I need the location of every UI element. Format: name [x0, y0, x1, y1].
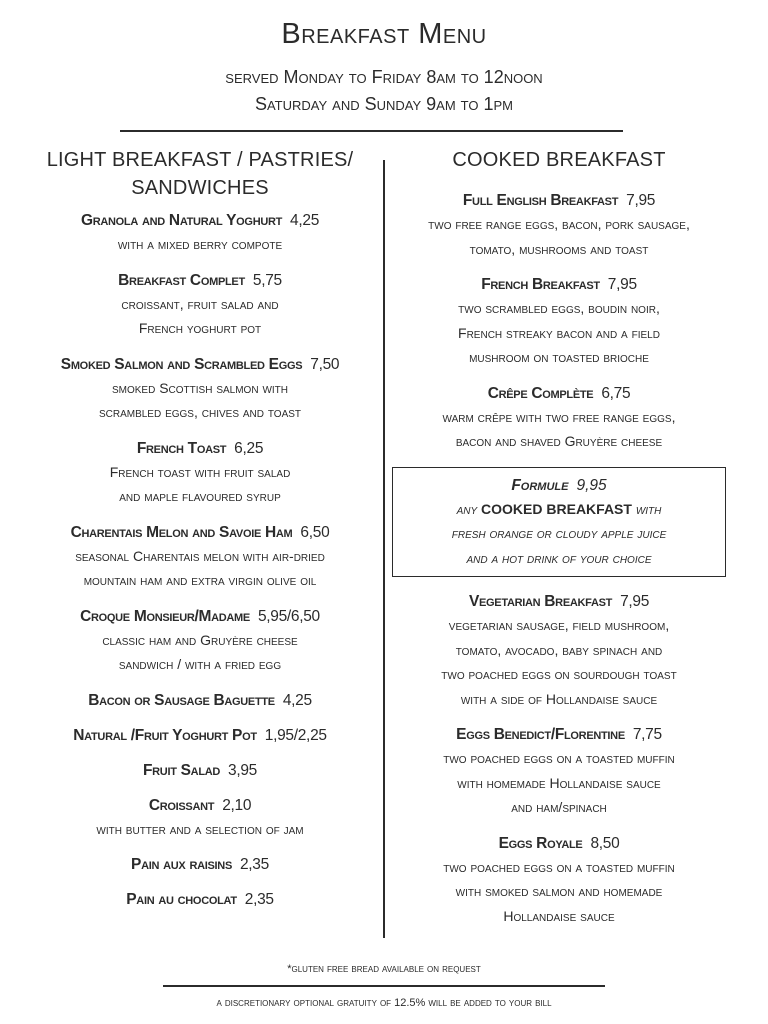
formule-name: Formule — [511, 476, 569, 494]
menu-item — [30, 210, 370, 257]
menu-item-heading — [388, 724, 730, 746]
menu-item — [30, 690, 370, 712]
menu-title: Breakfast Menu — [281, 18, 487, 50]
menu-item-description: French toast with fruit salad — [109, 463, 291, 480]
menu-item — [30, 854, 370, 876]
formule-box — [392, 467, 726, 578]
menu-item-price: 7,50 — [310, 355, 340, 373]
menu-item-heading — [30, 795, 370, 817]
menu-item-price: 2,35 — [244, 891, 274, 908]
formule-price: 9,95 — [576, 476, 607, 494]
right-column — [388, 146, 730, 941]
menu-item-heading — [30, 725, 370, 747]
menu-item-description: two poached eggs on a toasted muffin — [443, 858, 675, 875]
left-column — [30, 146, 370, 924]
formule-line1 — [397, 497, 721, 522]
menu-item — [388, 833, 730, 929]
formule-line1-post: with — [635, 500, 662, 517]
menu-item-description: classic ham and Gruyère cheese — [102, 631, 298, 648]
menu-item-heading — [30, 854, 370, 876]
menu-item-name: Pain au chocolat — [126, 891, 237, 908]
menu-item-heading — [30, 760, 370, 782]
menu-item — [30, 354, 370, 425]
formule-title-line — [397, 475, 721, 497]
menu-item-description: croissant, fruit salad and — [121, 295, 279, 312]
menu-item — [30, 606, 370, 677]
menu-item — [30, 889, 370, 911]
menu-item-heading — [388, 833, 730, 855]
left-item-list — [30, 210, 370, 911]
menu-item-description: two free range eggs, bacon, pork sausage, — [428, 216, 690, 232]
menu-item-description: bacon and shaved Gruyère cheese — [455, 433, 663, 449]
menu-item-description: and ham/spinach — [511, 799, 607, 815]
serving-hours — [0, 64, 768, 118]
menu-item-name: Crêpe Complète — [487, 384, 594, 402]
menu-item — [30, 270, 370, 341]
menu-item-description: sandwich / with a fried egg — [118, 656, 282, 672]
right-section-heading: COOKED BREAKFAST — [452, 149, 666, 171]
menu-item-description: two scrambled eggs, boudin noir, — [458, 300, 660, 316]
bottom-divider — [163, 985, 605, 987]
left-heading-line1: LIGHT BREAKFAST / PASTRIES/ — [46, 149, 354, 171]
menu-item-price: 7,95 — [607, 276, 637, 293]
gluten-footnote: *gluten free bread available on request — [287, 963, 481, 975]
formule-line3: and a hot drink of your choice — [466, 549, 652, 566]
menu-item-price: 7,95 — [620, 593, 650, 610]
menu-item-description: vegetarian sausage, field mushroom, — [448, 617, 670, 633]
menu-item-name: Croissant — [148, 796, 215, 814]
menu-item — [30, 795, 370, 842]
menu-item-heading — [388, 591, 730, 613]
formule-line2: fresh orange or cloudy apple juice — [451, 525, 667, 541]
menu-item-price: 5,75 — [252, 271, 282, 289]
menu-item — [30, 725, 370, 747]
menu-item-price: 7,75 — [632, 726, 662, 743]
menu-item-description: two poached eggs on a toasted muffin — [443, 750, 675, 766]
menu-item-description: with a mixed berry compote — [117, 236, 283, 252]
menu-item-heading — [30, 210, 370, 232]
menu-item-name: Bacon or Sausage Baguette — [88, 691, 275, 709]
menu-item — [388, 591, 730, 711]
menu-item-heading — [30, 889, 370, 911]
menu-item-price: 1,95/2,25 — [264, 726, 327, 744]
menu-item-name: Fruit Salad — [143, 761, 221, 779]
menu-item — [30, 522, 370, 593]
menu-item-heading — [388, 190, 730, 212]
menu-item-heading — [30, 690, 370, 712]
menu-item-description: Hollandaise sauce — [503, 907, 615, 924]
left-heading-line2: SANDWICHES — [131, 177, 269, 199]
menu-item-description: with a side of Hollandaise sauce — [460, 690, 658, 707]
left-section-heading — [30, 146, 370, 202]
menu-item-description: French yoghurt pot — [138, 320, 262, 336]
menu-item-name: French Toast — [136, 439, 227, 457]
top-divider — [120, 130, 623, 132]
menu-item-name: Breakfast Complet — [118, 271, 245, 289]
menu-item-description: smoked Scottish salmon with — [111, 379, 288, 396]
column-divider — [383, 160, 385, 938]
menu-item-price: 4,25 — [282, 691, 312, 709]
menu-item — [388, 190, 730, 261]
menu-item-price: 2,35 — [239, 856, 269, 873]
menu-item-name: Granola and Natural Yoghurt — [80, 212, 283, 229]
menu-item-name: French Breakfast — [481, 276, 600, 293]
menu-item-description: and maple flavoured syrup — [119, 488, 281, 504]
menu-item-description: French streaky bacon and a field — [458, 324, 660, 341]
menu-item-name: Smoked Salmon and Scrambled Eggs — [60, 355, 303, 373]
menu-item-heading — [30, 438, 370, 460]
menu-item-description: tomato, avocado, baby spinach and — [455, 641, 663, 658]
menu-item-heading — [388, 383, 730, 405]
menu-item-name: Vegetarian Breakfast — [468, 593, 613, 610]
menu-item — [30, 438, 370, 509]
menu-item-name: Eggs Benedict/Florentine — [456, 726, 625, 743]
menu-item-price: 3,95 — [228, 761, 257, 779]
menu-item-description: scrambled eggs, chives and toast — [98, 404, 302, 420]
menu-item — [388, 383, 730, 454]
menu-item-name: Pain aux raisins — [131, 856, 232, 873]
right-item-list-top — [388, 190, 730, 454]
menu-item-price: 6,50 — [300, 523, 330, 541]
menu-item-description: warm crêpe with two free range eggs, — [442, 408, 676, 425]
menu-item-description: with butter and a selection of jam — [96, 820, 304, 837]
gratuity-note: a discretionary optional gratuity of 12.5% will be added to your bill — [216, 997, 552, 1009]
menu-item-price: 7,95 — [626, 192, 656, 209]
menu-item — [388, 724, 730, 820]
menu-item-description: seasonal Charentais melon with air-dried — [75, 547, 325, 564]
menu-item-heading — [30, 354, 370, 376]
right-item-list-bottom — [388, 591, 730, 928]
menu-item-name: Eggs Royale — [498, 834, 583, 852]
formule-line1-pre: any — [456, 500, 478, 517]
menu-item-price: 6,25 — [234, 439, 264, 457]
menu-item-description: mushroom on toasted brioche — [469, 349, 649, 365]
menu-item-price: 2,10 — [222, 796, 252, 814]
menu-item-description: with homemade Hollandaise sauce — [457, 774, 661, 791]
hours-weekday: served Monday to Friday 8am to 12noon — [225, 67, 543, 87]
menu-item-name: Charentais Melon and Savoie Ham — [70, 523, 293, 541]
menu-item-heading — [30, 270, 370, 292]
menu-item-price: 5,95/6,50 — [257, 607, 320, 625]
menu-item — [388, 274, 730, 370]
formule-line1-strong: COOKED BREAKFAST — [481, 500, 632, 517]
menu-item — [30, 760, 370, 782]
menu-item-description: with smoked salmon and homemade — [455, 883, 663, 899]
menu-item-name: Full English Breakfast — [462, 192, 619, 209]
menu-item-heading — [388, 274, 730, 296]
menu-item-price: 4,25 — [290, 212, 320, 229]
menu-item-heading — [30, 522, 370, 544]
menu-item-description: two poached eggs on sourdough toast — [441, 666, 677, 682]
hours-weekend: Saturday and Sunday 9am to 1pm — [254, 94, 514, 114]
menu-item-price: 8,50 — [590, 834, 620, 852]
menu-item-description: mountain ham and extra virgin olive oil — [83, 572, 317, 588]
menu-item-name: Croque Monsieur/Madame — [80, 607, 250, 625]
menu-item-price: 6,75 — [601, 384, 631, 402]
menu-item-heading — [30, 606, 370, 628]
menu-item-description: tomato, mushrooms and toast — [469, 240, 649, 257]
menu-item-name: Natural /Fruit Yoghurt Pot — [73, 726, 257, 744]
